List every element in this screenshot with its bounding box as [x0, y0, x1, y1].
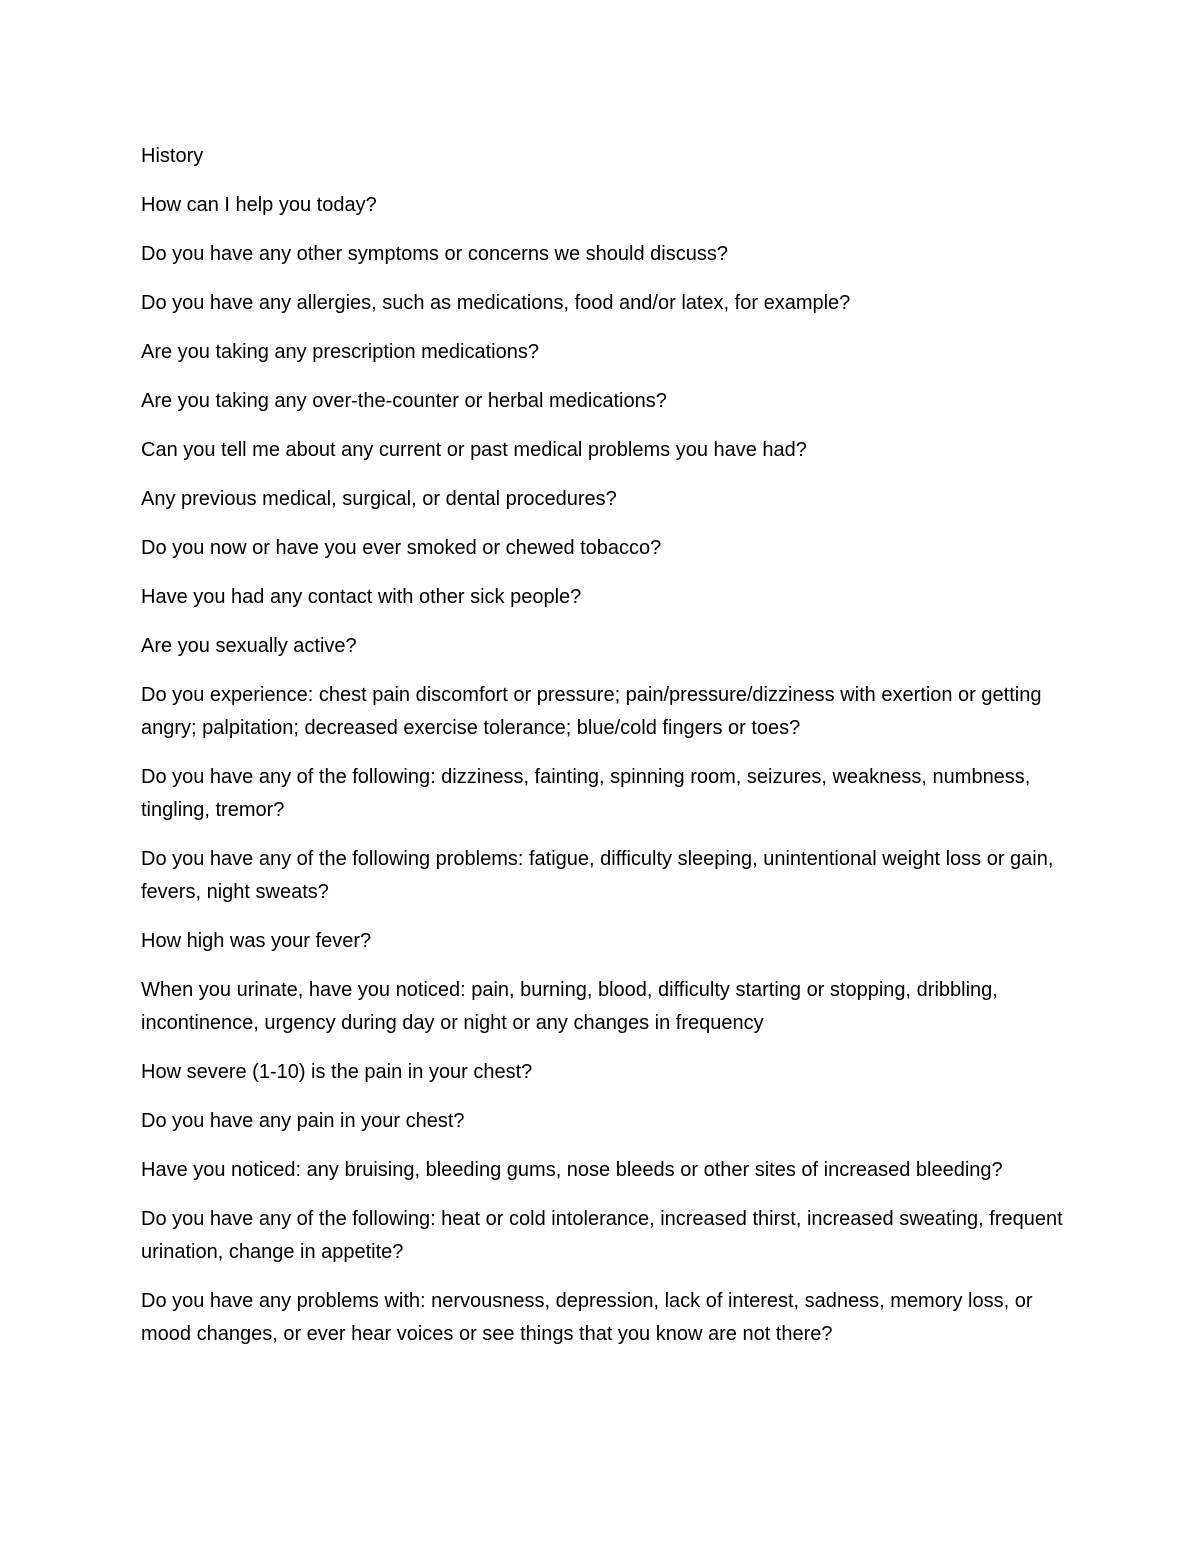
question-paragraph: How high was your fever?: [141, 930, 372, 952]
question-paragraph: Have you noticed: any bruising, bleeding gums, nose bleeds or other sites of increased bleeding?: [141, 1159, 1003, 1181]
question-paragraph: When you urinate, have you noticed: pain, burning, blood, difficulty starting or stopping, dribbling, incontinence, urgency during day or night or any changes in frequency: [141, 979, 998, 1034]
question-paragraph: How severe (1-10) is the pain in your chest?: [141, 1061, 533, 1083]
document-heading: History: [141, 145, 204, 167]
question-paragraph: Any previous medical, surgical, or dental procedures?: [141, 488, 617, 510]
question-paragraph: Do you have any of the following: heat or cold intolerance, increased thirst, increased sweating, frequent urination, change in appetite?: [141, 1208, 1063, 1263]
question-paragraph: Are you taking any prescription medications?: [141, 341, 539, 363]
question-paragraph: Do you experience: chest pain discomfort or pressure; pain/pressure/dizziness with exertion or getting angry; palpitation; decreased exercise tolerance; blue/cold fingers or toes?: [141, 684, 1042, 739]
question-paragraph: Have you had any contact with other sick people?: [141, 586, 582, 608]
question-paragraph: Can you tell me about any current or past medical problems you have had?: [141, 439, 807, 461]
question-paragraph: Do you have any of the following problems: fatigue, difficulty sleeping, unintentional weight loss or gain, fevers, night sweats?: [141, 848, 1054, 903]
question-paragraph: Do you have any allergies, such as medications, food and/or latex, for example?: [141, 292, 851, 314]
question-paragraph: How can I help you today?: [141, 194, 377, 216]
question-paragraph: Do you have any pain in your chest?: [141, 1110, 465, 1132]
question-paragraph: Do you now or have you ever smoked or chewed tobacco?: [141, 537, 662, 559]
question-paragraph: Do you have any of the following: dizziness, fainting, spinning room, seizures, weakness, numbness, tingling, tremor?: [141, 766, 1031, 821]
question-paragraph: Do you have any problems with: nervousness, depression, lack of interest, sadness, memory loss, or mood changes, or ever hear voices or see things that you know are not there?: [141, 1290, 1033, 1345]
document-body: [141, 140, 1066, 1367]
question-paragraph: Are you taking any over-the-counter or herbal medications?: [141, 390, 667, 412]
question-paragraph: Are you sexually active?: [141, 635, 357, 657]
question-paragraph: Do you have any other symptoms or concerns we should discuss?: [141, 243, 728, 265]
